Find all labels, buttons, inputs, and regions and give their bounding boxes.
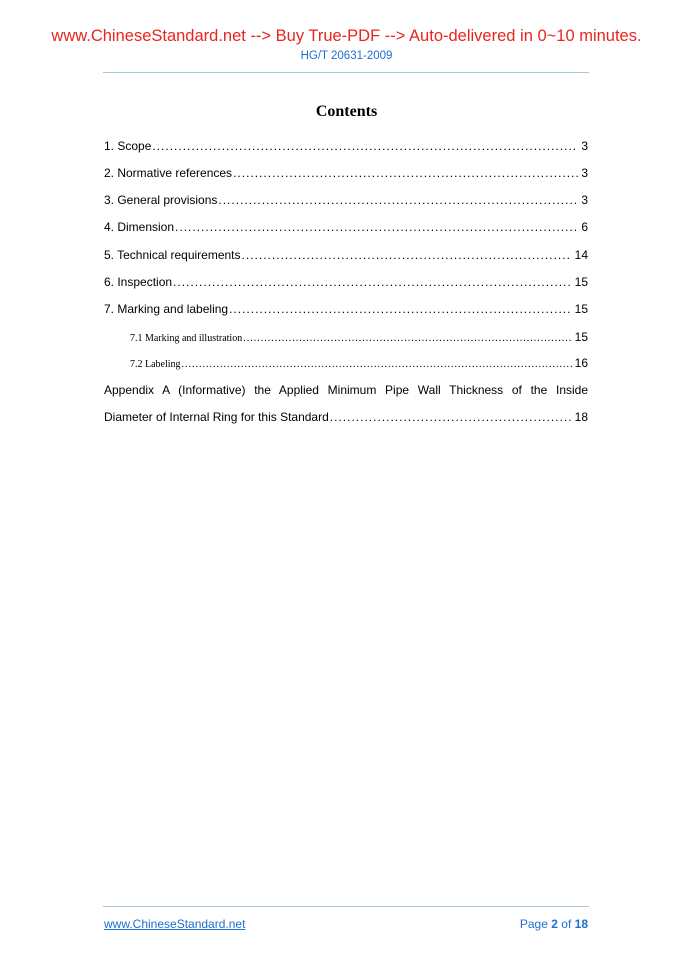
- toc-item-appendix-a-continued[interactable]: [104, 410, 588, 424]
- toc-leader: [152, 139, 578, 153]
- promo-banner[interactable]: www.ChineseStandard.net --> Buy True-PDF --> Auto-delivered in 0~10 minutes.: [51, 27, 642, 45]
- toc-item-label: 7. Marking and labeling: [104, 302, 229, 316]
- toc-item-marking-and-illustration[interactable]: [130, 330, 588, 344]
- toc-item-dimension[interactable]: [104, 220, 588, 234]
- page-total: 18: [574, 917, 588, 931]
- toc-item-page: 18: [574, 410, 588, 424]
- toc-leader: [330, 410, 572, 424]
- toc-item-appendix-a[interactable]: Appendix A (Informative) the Applied Minimum Pipe Wall Thickness of the Inside: [104, 383, 588, 397]
- page-number: [520, 917, 588, 931]
- toc-item-label: 2. Normative references: [104, 166, 233, 180]
- toc-item-page: 15: [574, 275, 588, 289]
- toc-item-general-provisions[interactable]: [104, 193, 588, 207]
- page-separator: of: [561, 917, 572, 931]
- toc-item-label: Diameter of Internal Ring for this Standard: [104, 410, 329, 424]
- footer-divider: [103, 906, 589, 907]
- toc-item-label: 6. Inspection: [104, 275, 173, 289]
- standard-code: HG/T 20631-2009: [300, 50, 393, 62]
- page-title: Contents: [315, 103, 378, 120]
- toc-item-marking-and-labeling[interactable]: [104, 302, 588, 316]
- toc-item-label: 7.2 Labeling: [130, 359, 181, 370]
- toc-item-label: 4. Dimension: [104, 220, 175, 234]
- page-current: 2: [551, 917, 558, 931]
- toc-item-labeling[interactable]: [130, 356, 588, 370]
- toc-item-page: 3: [581, 139, 588, 153]
- toc-leader: [243, 333, 571, 344]
- footer-website-link[interactable]: www.ChineseStandard.net: [104, 917, 246, 931]
- toc-leader: [175, 220, 578, 234]
- toc-item-page: 3: [581, 166, 588, 180]
- toc-item-label: 5. Technical requirements: [104, 248, 241, 262]
- toc-item-page: 16: [574, 356, 588, 370]
- toc-leader: [182, 359, 572, 370]
- toc-item-page: 6: [581, 220, 588, 234]
- toc-leader: [229, 302, 572, 316]
- toc-item-page: 14: [574, 248, 588, 262]
- header-divider: [103, 72, 589, 73]
- toc-item-normative-references[interactable]: [104, 166, 588, 180]
- toc-item-inspection[interactable]: [104, 275, 588, 289]
- toc-item-label: 7.1 Marking and illustration: [130, 333, 243, 344]
- toc-leader: [242, 248, 572, 262]
- toc-item-page: 3: [581, 193, 588, 207]
- toc-leader: [233, 166, 578, 180]
- toc-item-technical-requirements[interactable]: [104, 248, 588, 262]
- toc-item-page: 15: [574, 302, 588, 316]
- toc-item-label: 1. Scope: [104, 139, 152, 153]
- toc-item-page: 15: [574, 330, 588, 344]
- toc-item-scope[interactable]: [104, 139, 588, 153]
- toc-item-label: 3. General provisions: [104, 193, 218, 207]
- toc-leader: [173, 275, 572, 289]
- page-prefix: Page: [519, 917, 548, 931]
- toc-leader: [218, 193, 578, 207]
